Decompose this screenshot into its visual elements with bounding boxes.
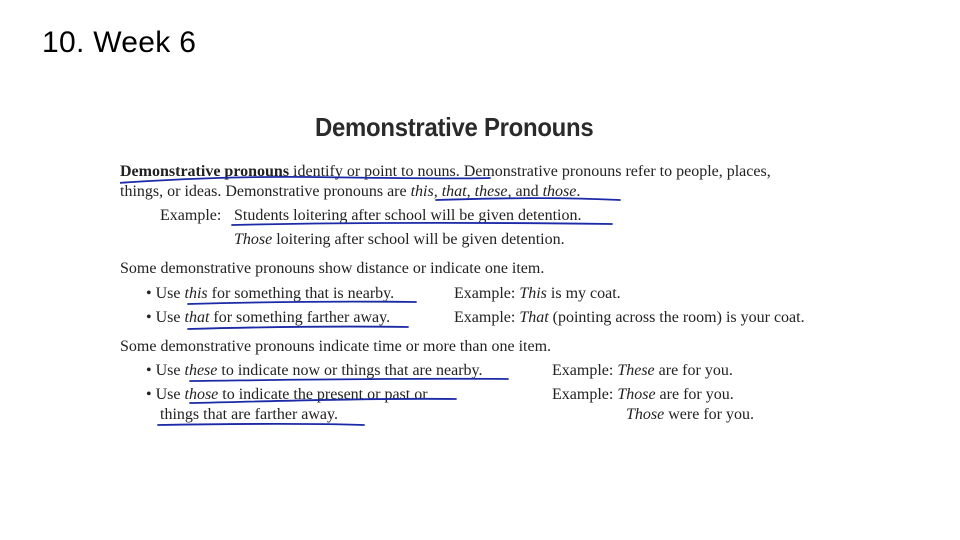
intro-line-1: Demonstrative pronouns identify or point to nouns. Demonstrative pronouns refer to people, places,	[120, 163, 771, 180]
bullet-dot: •	[146, 386, 152, 403]
bullet-that: • Use that for something farther away.	[146, 309, 391, 326]
intro-line-2: things, or ideas. Demonstrative pronouns are this, that, these, and those.	[120, 183, 581, 200]
section-distance-heading: Some demonstrative pronouns show distance or indicate one item.	[120, 260, 545, 277]
bullet-this: • Use this for something that is nearby.	[146, 285, 395, 302]
document-title: Demonstrative Pronouns	[315, 112, 594, 142]
example-label: Example:	[160, 207, 222, 224]
pronoun-list: this, that, these,	[410, 183, 512, 200]
example-this: Example: This is my coat.	[454, 285, 621, 302]
bullet-dot: •	[146, 309, 152, 326]
document-image	[120, 108, 840, 438]
example-sentence-1: Students loitering after school will be given detention.	[234, 207, 582, 224]
example-those-1: Example: Those are for you.	[552, 386, 734, 403]
slide-title: 10. Week 6	[42, 26, 197, 59]
section-time-heading: Some demonstrative pronouns indicate time or more than one item.	[120, 338, 552, 355]
bullet-dot: •	[146, 362, 152, 379]
example-those-2: Those were for you.	[626, 406, 754, 423]
bullet-these: • Use these to indicate now or things that are nearby.	[146, 362, 483, 379]
example-these: Example: These are for you.	[552, 362, 733, 379]
bullet-those-continued: things that are farther away.	[160, 406, 338, 423]
bullet-dot: •	[146, 285, 152, 302]
bullet-those: • Use those to indicate the present or past or	[146, 386, 428, 403]
example-that: Example: That (pointing across the room) is your coat.	[454, 309, 805, 326]
intro-term: Demonstrative pronouns	[120, 163, 290, 180]
example-sentence-2: Those loitering after school will be given detention.	[234, 231, 565, 248]
